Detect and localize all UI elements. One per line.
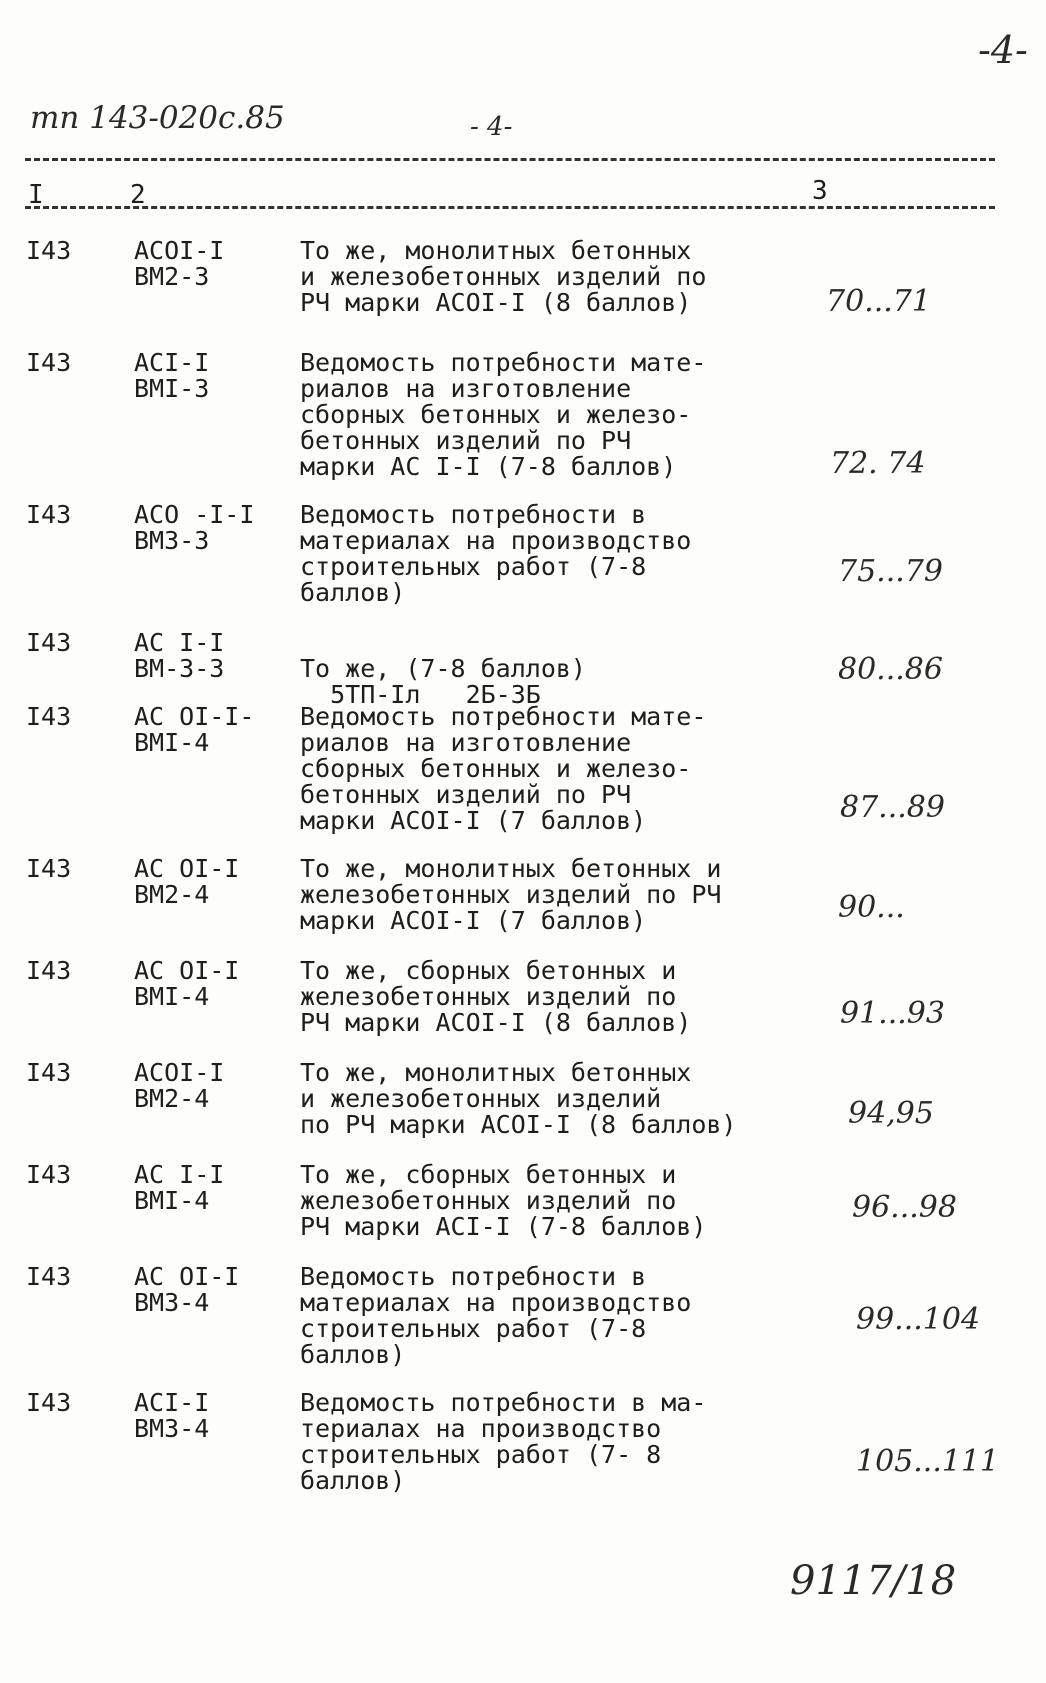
row-number: I43 <box>26 702 72 731</box>
signature-number: 9117/18 <box>790 1558 957 1604</box>
row-pages: 105...111 <box>856 1444 1000 1479</box>
row-code: AC OI-I BM2-4 <box>134 854 240 909</box>
row-code: ACOI-I BM2-3 <box>134 236 225 291</box>
row-pages: 72. 74 <box>830 446 926 481</box>
row-number: I43 <box>26 854 72 883</box>
column-header-pages: 3 <box>812 176 828 206</box>
row-pages: 87...89 <box>840 790 945 825</box>
row-description: То же, монолитных бетонных и железобетонных изделий по РЧ марки ACOI-I (8 баллов) <box>300 236 707 317</box>
row-pages: 90... <box>838 890 905 925</box>
row-description: То же, сборных бетонных и железобетонных изделий по РЧ марки ACI-I (7-8 баллов) <box>300 1160 707 1241</box>
row-description: Ведомость потребности мате- риалов на изготовление сборных бетонных и железо- бетонных изделий по РЧ марки ACOI-I (7 баллов) <box>300 702 707 835</box>
row-code: AC I-I BMI-4 <box>134 1160 225 1215</box>
row-code: ACI-I BMI-3 <box>134 348 210 403</box>
row-code: AC I-I BM-3-3 <box>134 628 225 683</box>
column-header-description: 2 <box>130 180 146 210</box>
row-description: То же, сборных бетонных и железобетонных изделий по РЧ марки ACOI-I (8 баллов) <box>300 956 692 1037</box>
row-number: I43 <box>26 348 72 377</box>
header-divider-top <box>25 158 995 161</box>
row-code: ACOI-I BM2-4 <box>134 1058 225 1113</box>
column-header-number: I <box>28 180 44 210</box>
row-code: ACO -I-I BM3-3 <box>134 500 255 555</box>
row-description: То же, монолитных бетонных и железобетонных изделий по РЧ марки ACOI-I (7 баллов) <box>300 854 722 935</box>
row-pages: 94,95 <box>848 1096 934 1131</box>
row-pages: 99...104 <box>856 1302 981 1337</box>
row-number: I43 <box>26 628 72 657</box>
row-pages: 91...93 <box>840 996 945 1031</box>
row-number: I43 <box>26 956 72 985</box>
row-number: I43 <box>26 1262 72 1291</box>
row-description: То же, монолитных бетонных и железобетонных изделий по РЧ марки ACOI-I (8 баллов) <box>300 1058 737 1139</box>
row-description: Ведомость потребности мате- риалов на изготовление сборных бетонных и железо- бетонных изделий по РЧ марки АС I-I (7-8 баллов) <box>300 348 707 481</box>
row-pages: 96...98 <box>852 1190 957 1225</box>
row-number: I43 <box>26 1388 72 1417</box>
page-mark: - 4- <box>470 112 513 142</box>
row-description: Ведомость потребности в материалах на производство строительных работ (7-8 баллов) <box>300 500 692 607</box>
row-code: AC OI-I BM3-4 <box>134 1262 240 1317</box>
row-pages: 70...71 <box>826 284 931 319</box>
row-description: Ведомость потребности в материалах на производство строительных работ (7-8 баллов) <box>300 1262 692 1369</box>
row-number: I43 <box>26 500 72 529</box>
row-pages: 75...79 <box>838 554 943 589</box>
row-pages: 80...86 <box>838 652 943 687</box>
row-description: Ведомость потребности в ма- териалах на производство строительных работ (7- 8 баллов) <box>300 1388 707 1495</box>
header-divider-bottom <box>25 206 995 209</box>
row-number: I43 <box>26 236 72 265</box>
row-code: AC OI-I BMI-4 <box>134 956 240 1011</box>
document-code: тп 143-020с.85 <box>30 100 285 136</box>
page-corner-number: -4- <box>978 28 1028 72</box>
row-number: I43 <box>26 1160 72 1189</box>
row-code: ACI-I BM3-4 <box>134 1388 210 1443</box>
row-number: I43 <box>26 1058 72 1087</box>
row-description: То же, (7-8 баллов) 5ТП-Iл 2Б-3Б <box>300 654 586 709</box>
row-code: AC OI-I- BMI-4 <box>134 702 255 757</box>
